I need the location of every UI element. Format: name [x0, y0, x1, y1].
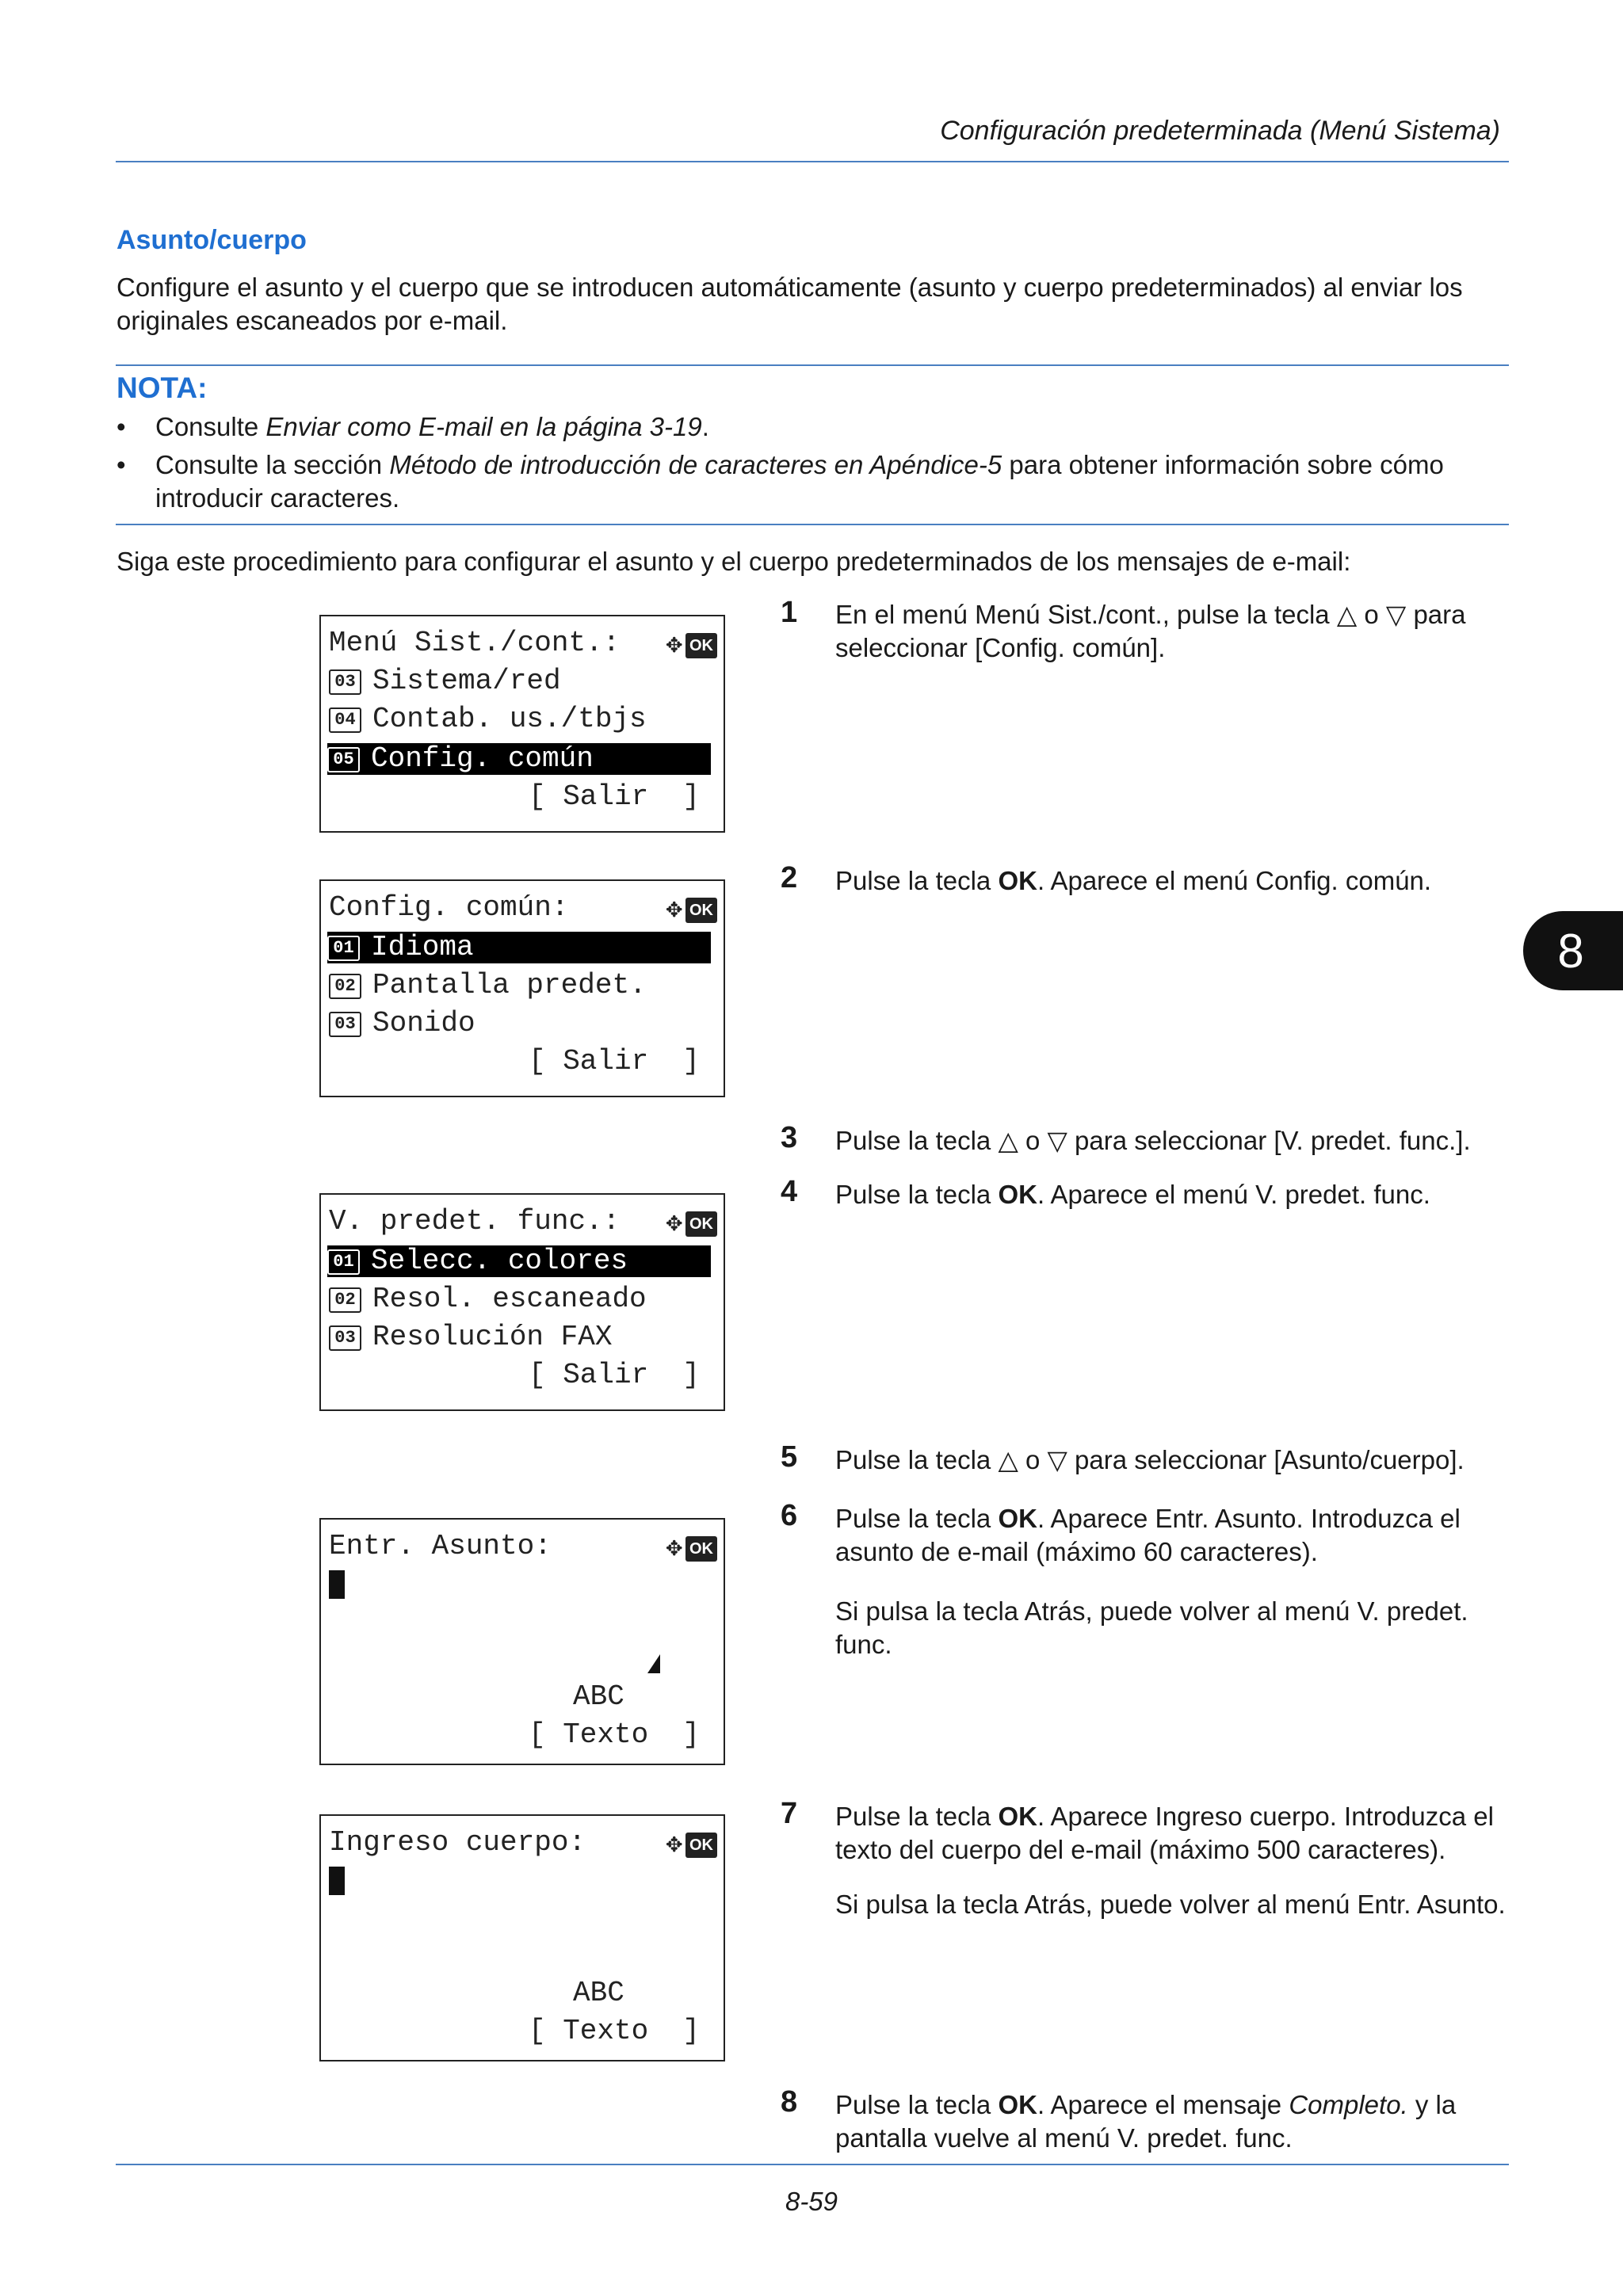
- four-way-arrow-icon: ✥: [666, 895, 682, 925]
- note-item: • Consulte Enviar como E-mail en la página 3-19.: [116, 410, 1511, 444]
- four-way-arrow-icon: ✥: [666, 1209, 682, 1239]
- panel-title: Ingreso cuerpo:: [329, 1826, 586, 1859]
- step-text: Pulse la tecla OK. Aparece Entr. Asunto. Introduzca el asunto de e-mail (máximo 60 caracteres).: [835, 1504, 1461, 1566]
- note-top-rule: [116, 364, 1509, 366]
- note-bottom-rule: [116, 524, 1509, 525]
- text-cursor[interactable]: [329, 1570, 345, 1599]
- step-text: Pulse la tecla OK. Aparece el mensaje Completo. y la pantalla vuelve al menú V. predet. func.: [835, 2090, 1457, 2153]
- four-way-arrow-icon: ✥: [666, 631, 682, 661]
- section-intro: Configure el asunto y el cuerpo que se introducen automáticamente (asunto y cuerpo predeterminados) al enviar los originales escaneados por e-mail.: [116, 273, 1463, 335]
- input-mode: ABC: [573, 1977, 624, 2009]
- step-text: Pulse la tecla OK. Aparece Ingreso cuerpo. Introduzca el texto del cuerpo del e-mail (máximo 500 caracteres).: [835, 1802, 1494, 1864]
- menu-item-selected[interactable]: 01 Idioma: [327, 932, 711, 963]
- four-way-arrow-icon: ✥: [666, 1830, 682, 1860]
- menu-item[interactable]: 02 Pantalla predet.: [329, 970, 647, 1001]
- procedure-intro: Siga este procedimiento para configurar el asunto y el cuerpo predeterminados de los mensajes de e-mail:: [116, 547, 1351, 576]
- lcd-panel-system-menu: [319, 615, 725, 833]
- nav-ok-indicator: [666, 1211, 717, 1238]
- step-number: 6: [781, 1499, 798, 1532]
- step-number: 5: [781, 1440, 798, 1474]
- exit-softkey[interactable]: [ Salir ]: [529, 780, 701, 813]
- cross-reference-link[interactable]: Enviar como E-mail en la página 3-19: [265, 412, 702, 441]
- ok-icon: OK: [685, 898, 717, 923]
- exit-softkey[interactable]: [ Salir ]: [529, 1359, 701, 1391]
- note-heading: NOTA:: [116, 372, 208, 404]
- step-text: Pulse la tecla OK. Aparece el menú Config. común.: [835, 866, 1432, 895]
- ok-icon: OK: [685, 1833, 717, 1858]
- exit-softkey[interactable]: [ Salir ]: [529, 1045, 701, 1077]
- four-way-arrow-icon: ✥: [666, 1534, 682, 1564]
- nav-ok-indicator: [666, 1535, 717, 1562]
- step-text: Pulse la tecla △ o ▽ para seleccionar [V. predet. func.].: [835, 1126, 1471, 1155]
- panel-title: Entr. Asunto:: [329, 1530, 552, 1562]
- menu-item[interactable]: 03 Sistema/red: [329, 666, 561, 697]
- panel-title: Config. común:: [329, 891, 569, 924]
- lcd-panel-subject-entry: [319, 1518, 725, 1765]
- ok-icon: OK: [685, 1211, 717, 1237]
- step-number: 8: [781, 2085, 798, 2119]
- nav-ok-indicator: [666, 897, 717, 924]
- note-list: [116, 410, 1511, 520]
- ok-icon: OK: [685, 633, 717, 658]
- running-header: Configuración predeterminada (Menú Sistema): [940, 116, 1500, 146]
- nav-ok-indicator: [666, 1832, 717, 1859]
- step-text: En el menú Menú Sist./cont., pulse la tecla △ o ▽ para seleccionar [Config. común].: [835, 600, 1466, 662]
- menu-item-selected[interactable]: 01 Selecc. colores: [327, 1245, 711, 1277]
- lcd-panel-body-entry: [319, 1814, 725, 2061]
- ok-icon: OK: [685, 1536, 717, 1562]
- cross-reference-link[interactable]: Método de introducción de caracteres en Apéndice-5: [389, 450, 1002, 479]
- nav-ok-indicator: [666, 632, 717, 659]
- input-mode: ABC: [573, 1680, 624, 1713]
- lcd-panel-default-functions: [319, 1193, 725, 1411]
- page-number: 8-59: [785, 2187, 838, 2216]
- step-number: 7: [781, 1797, 798, 1830]
- text-cursor[interactable]: [329, 1867, 345, 1895]
- step-number: 3: [781, 1121, 798, 1154]
- header-rule: [116, 161, 1509, 162]
- footer-rule: [116, 2164, 1509, 2165]
- step-number: 1: [781, 596, 798, 629]
- menu-item[interactable]: 04 Contab. us./tbjs: [329, 704, 647, 735]
- lcd-panel-common-settings: [319, 879, 725, 1097]
- chapter-tab: 8: [1523, 911, 1623, 990]
- menu-item-selected[interactable]: 05 Config. común: [327, 743, 711, 775]
- text-softkey[interactable]: [ Texto ]: [529, 2015, 701, 2047]
- note-item: • Consulte la sección Método de introducción de caracteres en Apéndice-5 para obtener información sobre cómo introducir caracteres.: [116, 448, 1511, 515]
- menu-item[interactable]: 03 Sonido: [329, 1008, 475, 1039]
- step-number: 4: [781, 1175, 798, 1208]
- menu-item[interactable]: 02 Resol. escaneado: [329, 1283, 647, 1315]
- step-note: Si pulsa la tecla Atrás, puede volver al menú V. predet. func.: [835, 1596, 1468, 1659]
- step-text: Pulse la tecla △ o ▽ para seleccionar [Asunto/cuerpo].: [835, 1445, 1465, 1474]
- panel-title: V. predet. func.:: [329, 1205, 621, 1238]
- text-softkey[interactable]: [ Texto ]: [529, 1718, 701, 1751]
- step-number: 2: [781, 861, 798, 894]
- panel-title: Menú Sist./cont.:: [329, 627, 621, 659]
- section-title: Asunto/cuerpo: [116, 225, 307, 255]
- scroll-indicator-icon: [647, 1654, 660, 1673]
- menu-item[interactable]: 03 Resolución FAX: [329, 1322, 612, 1353]
- step-text: Pulse la tecla OK. Aparece el menú V. predet. func.: [835, 1180, 1430, 1209]
- step-note: Si pulsa la tecla Atrás, puede volver al menú Entr. Asunto.: [835, 1890, 1506, 1919]
